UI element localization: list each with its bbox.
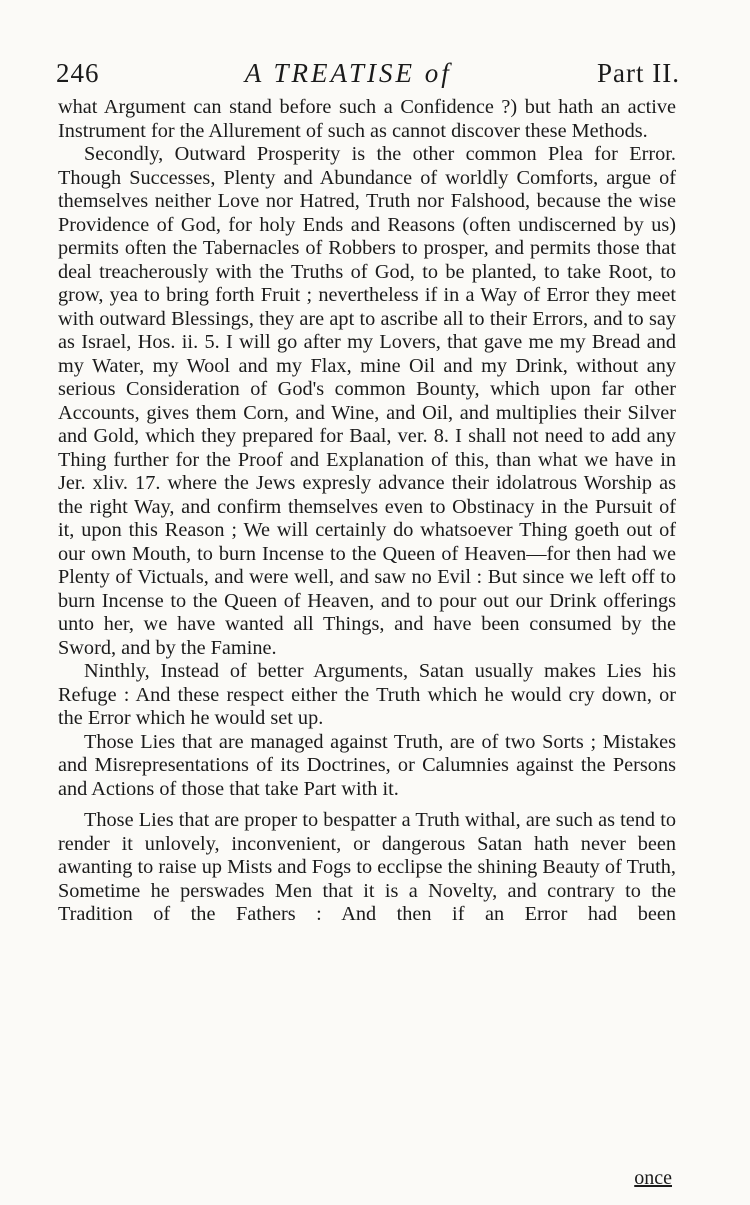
part-label: Part II. [597,58,680,88]
paragraph-continued: what Argument can stand before such a Confidence ?) but hath an active Instrument for the Allurement of such as cannot discover these Methods. [58,96,676,142]
paragraph-lies-against-truth: Those Lies that are managed against Truth, are of two Sorts ; Mistakes and Misrepresentations of its Doctrines, or Calumnies against the Persons and Actions of those that take Part with it. [58,730,676,800]
catchword: once [634,1167,672,1189]
page-body [58,96,676,927]
page-number: 246 [56,58,100,88]
paragraph-ninthly: Ninthly, Instead of better Arguments, Satan usually makes Lies his Refuge : And these respect either the Truth which he would cry down, or the Error which he would set up. [58,660,676,729]
running-header [56,58,680,98]
paragraph-outward-prosperity: Secondly, Outward Prosperity is the other common Plea for Error. Though Successes, Plenty and Abundance of worldly Comforts, argue of themselves neither Love nor Hatred, Truth nor Falshood, because the wise Providence of God, for holy Ends and Reasons (often undiscerned by us) permits often the Tabernacles of Robbers to prosper, and permits those that deal treacherously with the Truths of God, to be planted, to take Root, to grow, yea to bring forth Fruit ; nevertheless if in a Way of Error they meet with outward Blessings, they are apt to ascribe all to their Errors, and to say as Israel, Hos. ii. 5. I will go after my Lovers, that gave me my Bread and my Water, my Wool and my Flax, mine Oil and my Drink, without any serious Consideration of God's common Bounty, which upon far other Accounts, gives them Corn, and Wine, and Oil, and multiplies their Silver and Gold, which they prepared for Baal, ver. 8. I shall not need to add any Thing further for the Proof and Explanation of this, than what we have in Jer. xliv. 17. where the Jews expresly advance their idolatrous Worship as the right Way, and confirm themselves even to Obstinacy in the Pursuit of it, upon this Reason ; We will certainly do whatsoever Thing goeth out of our own Mouth, to burn Incense to the Queen of Heaven—for then had we Plenty of Victuals, and were well, and saw no Evil : But since we left off to burn Incense to the Queen of Heaven, and to pour out our Drink offerings unto her, we have wanted all Things, and have been consumed by the Sword, and by the Famine. [58,143,676,659]
paragraph-bespatter-truth: Those Lies that are proper to bespatter a Truth withal, are such as tend to render it unlovely, inconvenient, or dangerous Satan hath never been awanting to raise up Mists and Fogs to ecclipse the shining Beauty of Truth, Sometime he perswades Men that it is a Novelty, and contrary to the Tradition of the Fathers : And then if an Error had been [58,809,676,925]
running-title: A TREATISE of [244,58,452,88]
